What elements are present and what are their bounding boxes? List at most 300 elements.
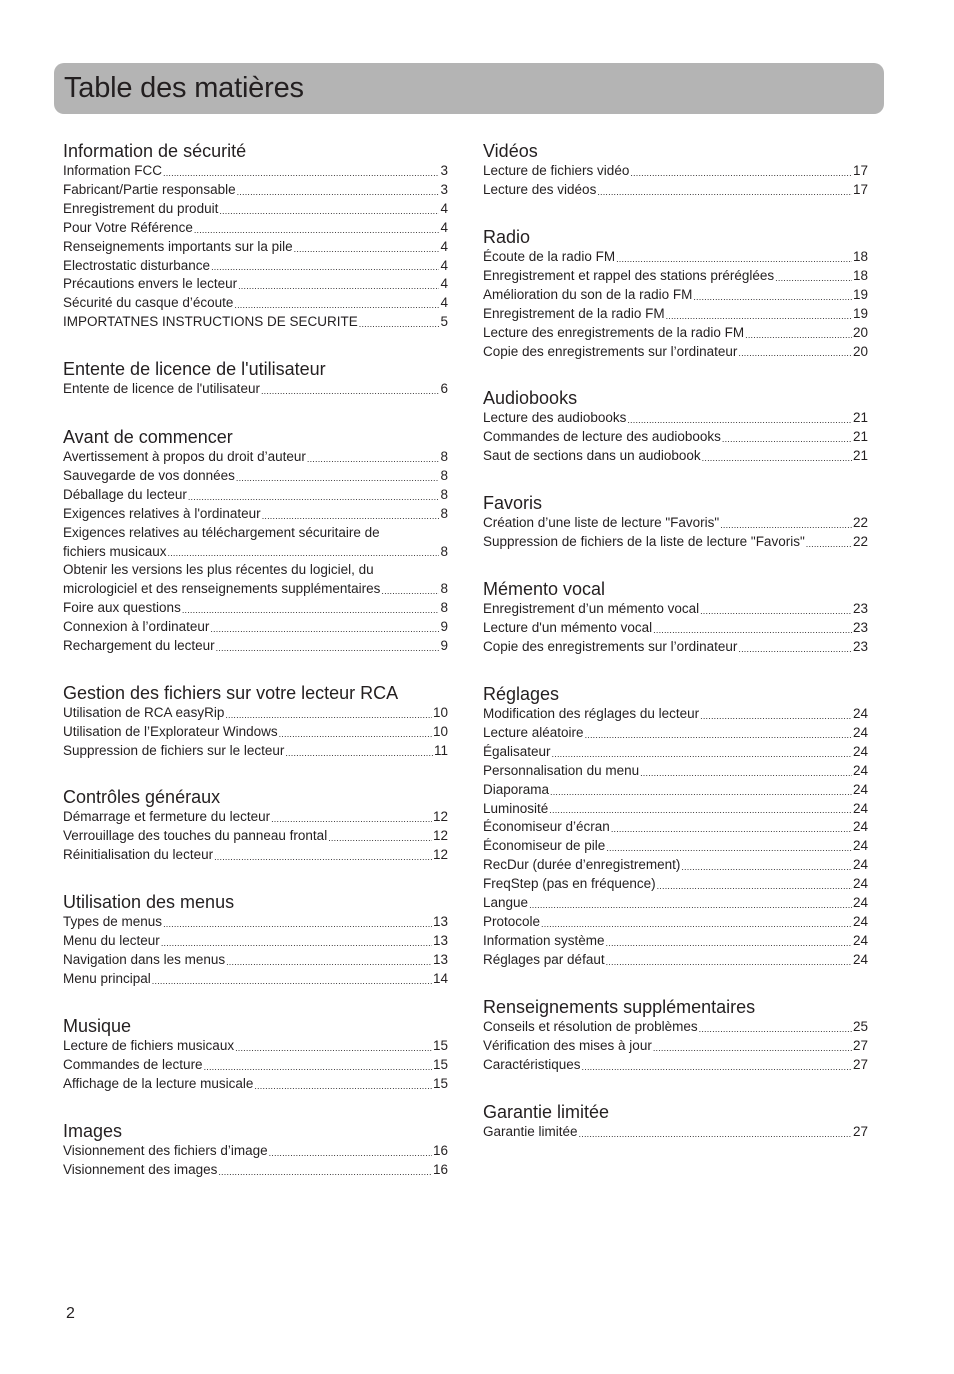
dot-leader (552, 747, 852, 762)
toc-entry[interactable] (483, 514, 868, 533)
toc-entry[interactable] (63, 618, 448, 637)
entry-page-number: 5 (440, 314, 448, 330)
entry-label: fichiers musicaux (63, 543, 167, 559)
entry-label: Économiseur d’écran (483, 819, 610, 835)
dot-leader (606, 936, 852, 951)
toc-section (63, 1015, 448, 1094)
toc-entry[interactable] (63, 742, 448, 761)
section-title: Vidéos (483, 141, 538, 161)
entry-label: Lecture des audiobooks (483, 410, 627, 425)
entry-label: Connexion à l’ordinateur (63, 619, 210, 635)
dot-leader (597, 185, 852, 200)
entry-label: Electrostatic disturbance (63, 257, 211, 273)
dot-leader (161, 936, 432, 951)
entry-page-number: 10 (432, 723, 448, 739)
dot-leader (585, 728, 852, 743)
entry-page-number: 17 (852, 181, 868, 197)
dot-leader (271, 812, 432, 827)
section-title: Avant de commencer (63, 427, 233, 447)
toc-entry[interactable] (63, 561, 448, 599)
toc-entry[interactable] (63, 846, 448, 865)
entry-label: Économiseur de pile (483, 838, 606, 854)
section-title: Information de sécurité (63, 141, 247, 161)
toc-entry[interactable] (63, 380, 448, 399)
dot-leader (722, 432, 852, 447)
entry-page-number: 24 (852, 913, 868, 929)
toc-entry[interactable] (483, 932, 868, 951)
toc-entry[interactable] (63, 162, 448, 181)
toc-entry[interactable] (483, 409, 868, 428)
dot-leader (359, 317, 440, 332)
entry-label: Langue (483, 895, 529, 911)
entry-page-number: 23 (852, 638, 868, 654)
entry-page-number: 16 (432, 1143, 448, 1158)
entry-label: Lecture de fichiers vidéo (483, 163, 630, 178)
entry-page-number: 23 (852, 619, 868, 635)
section-title: Garantie limitée (483, 1102, 610, 1122)
dot-leader (204, 1060, 432, 1075)
entry-label: Menu du lecteur (63, 932, 160, 948)
toc-section (483, 1101, 868, 1142)
entry-page-number: 10 (432, 705, 448, 720)
entry-label: Exigences relatives à l'ordinateur (63, 505, 261, 521)
toc-entry[interactable] (63, 200, 448, 219)
entry-page-number: 8 (440, 600, 448, 616)
dot-leader (262, 509, 440, 524)
toc-entry[interactable] (63, 704, 448, 723)
toc-entry[interactable] (63, 505, 448, 524)
toc-entry[interactable] (63, 913, 448, 932)
dot-leader (541, 917, 852, 932)
entry-label: Commandes de lecture (63, 1056, 203, 1072)
entry-label: Égalisateur (483, 743, 551, 759)
entry-page-number: 20 (852, 343, 868, 359)
entry-page-number: 24 (852, 857, 868, 873)
entry-label: Écoute de la radio FM (483, 249, 616, 264)
toc-entry[interactable] (483, 837, 868, 856)
toc-entry[interactable] (483, 533, 868, 552)
entry-label: Fabricant/Partie responsable (63, 181, 236, 197)
entry-page-number: 15 (432, 1038, 448, 1053)
entry-page-number: 21 (852, 410, 868, 425)
dot-leader (582, 1060, 852, 1075)
dot-leader (627, 413, 852, 428)
toc-section (483, 140, 868, 200)
toc-entry[interactable] (483, 913, 868, 932)
entry-page-number: 20 (852, 324, 868, 340)
dot-leader (549, 803, 852, 818)
entry-page-number: 12 (432, 827, 448, 843)
dot-leader (269, 1146, 432, 1161)
section-title: Audiobooks (483, 388, 578, 408)
entry-page-number: 24 (852, 951, 868, 967)
dot-leader (606, 955, 852, 970)
toc-entry[interactable] (483, 324, 868, 343)
entry-page-number: 19 (852, 305, 868, 321)
entry-page-number: 27 (852, 1124, 868, 1139)
entry-label: Protocole (483, 913, 541, 929)
dot-leader (254, 1079, 432, 1094)
entry-page-number: 24 (852, 706, 868, 721)
entry-label: Renseignements importants sur la pile (63, 238, 293, 254)
entry-label: Vérification des mises à jour (483, 1037, 652, 1053)
toc-section (63, 1120, 448, 1180)
entry-line2 (63, 543, 448, 562)
toc-entry[interactable] (483, 1037, 868, 1056)
entry-line2 (63, 580, 448, 599)
toc-entry[interactable] (63, 827, 448, 846)
toc-entry[interactable] (63, 467, 448, 486)
section-title: Musique (63, 1016, 132, 1036)
toc-entry[interactable] (63, 599, 448, 618)
entry-page-number: 24 (852, 876, 868, 892)
toc-section (63, 786, 448, 865)
entry-page-number: 22 (852, 533, 868, 549)
entry-label: Conseils et résolution de problèmes (483, 1019, 698, 1034)
dot-leader (529, 898, 852, 913)
dot-leader (285, 746, 433, 761)
toc-entry[interactable] (483, 724, 868, 743)
dot-leader (226, 955, 432, 970)
entry-page-number: 8 (440, 543, 448, 559)
entry-page-number: 24 (852, 781, 868, 797)
dot-leader (294, 242, 440, 257)
toc-entry[interactable] (483, 705, 868, 724)
dot-leader (700, 604, 852, 619)
dot-leader (307, 452, 440, 467)
entry-page-number: 21 (852, 428, 868, 444)
toc-entry[interactable] (63, 808, 448, 827)
entry-page-number: 17 (852, 163, 868, 178)
entry-label: Enregistrement d’un mémento vocal (483, 601, 700, 616)
toc-entry[interactable] (483, 343, 868, 362)
entry-label: Menu principal (63, 970, 151, 986)
entry-page-number: 4 (440, 257, 448, 273)
dot-leader (653, 1041, 852, 1056)
entry-label: Personnalisation du menu (483, 762, 640, 778)
toc-entry[interactable] (483, 818, 868, 837)
toc-entry[interactable] (63, 1075, 448, 1094)
entry-page-number: 24 (852, 895, 868, 911)
entry-label: Suppression de fichiers de la liste de lecture "Favoris" (483, 533, 805, 549)
toc-section (63, 140, 448, 332)
entry-label: Enregistrement du produit (63, 200, 219, 216)
entry-label: Précautions envers le lecteur (63, 276, 238, 292)
toc-entry[interactable] (63, 951, 448, 970)
section-title: Radio (483, 227, 531, 247)
toc-entry[interactable] (63, 970, 448, 989)
entry-page-number: 21 (852, 447, 868, 463)
entry-page-number: 11 (433, 742, 448, 758)
section-title: Favoris (483, 493, 543, 513)
entry-label: Création d’une liste de lecture "Favoris" (483, 515, 720, 530)
toc-entry[interactable] (483, 286, 868, 305)
entry-page-number: 18 (852, 267, 868, 283)
dot-leader (194, 223, 440, 238)
dot-leader (606, 841, 852, 856)
dot-leader (806, 537, 852, 552)
toc-entry[interactable] (483, 447, 868, 466)
toc-entry[interactable] (483, 894, 868, 913)
title-banner (54, 63, 884, 114)
dot-leader (214, 850, 432, 865)
entry-label: Navigation dans les menus (63, 951, 226, 967)
dot-leader (235, 1041, 432, 1056)
dot-leader (738, 642, 852, 657)
entry-label: Copie des enregistrements sur l’ordinateur (483, 638, 738, 654)
entry-page-number: 3 (440, 181, 448, 197)
dot-leader (640, 766, 852, 781)
toc-entry[interactable] (483, 428, 868, 447)
section-title: Entente de licence de l'utilisateur (63, 359, 326, 379)
entry-page-number: 15 (432, 1056, 448, 1072)
toc-entry[interactable] (483, 743, 868, 762)
entry-page-number: 9 (440, 638, 448, 654)
toc-entry[interactable] (63, 219, 448, 238)
entry-label: Saut de sections dans un audiobook (483, 447, 701, 463)
toc-section (483, 578, 868, 657)
toc-entry[interactable] (483, 600, 868, 619)
entry-label: Démarrage et fermeture du lecteur (63, 809, 271, 824)
dot-leader (168, 546, 440, 561)
entry-page-number: 3 (440, 163, 448, 178)
entry-page-number: 24 (852, 762, 868, 778)
entry-label: Suppression de fichiers sur le lecteur (63, 742, 285, 758)
dot-leader (693, 290, 852, 305)
dot-leader (653, 623, 852, 638)
dot-leader (328, 831, 432, 846)
entry-page-number: 4 (440, 219, 448, 235)
entry-page-number: 8 (440, 505, 448, 521)
entry-label: Information système (483, 932, 605, 948)
entry-page-number: 24 (852, 932, 868, 948)
dot-leader (279, 727, 432, 742)
entry-label: Lecture de fichiers musicaux (63, 1038, 235, 1053)
toc-entry[interactable] (483, 951, 868, 970)
toc-entry[interactable] (483, 248, 868, 267)
section-title: Gestion des fichiers sur votre lecteur RCA (63, 683, 399, 703)
entry-label: Copie des enregistrements sur l’ordinateur (483, 343, 738, 359)
toc-section (483, 683, 868, 970)
toc-entry[interactable] (483, 781, 868, 800)
entry-page-number: 14 (432, 970, 448, 986)
entry-label: Sauvegarde de vos données (63, 467, 235, 483)
toc-entry[interactable] (483, 162, 868, 181)
dot-leader (182, 603, 440, 618)
dot-leader (700, 709, 852, 724)
toc-entry[interactable] (63, 932, 448, 951)
dot-leader (261, 384, 440, 399)
dot-leader (216, 641, 440, 656)
toc-entry[interactable] (63, 1037, 448, 1056)
entry-label: Amélioration du son de la radio FM (483, 286, 693, 302)
entry-label: Caractéristiques (483, 1056, 581, 1072)
entry-page-number: 24 (852, 800, 868, 816)
toc-entry[interactable] (63, 1056, 448, 1075)
entry-label: Lecture des enregistrements de la radio FM (483, 324, 745, 340)
toc-section (483, 387, 868, 466)
entry-page-number: 4 (440, 200, 448, 216)
toc-section (63, 891, 448, 989)
entry-label: Enregistrement et rappel des stations préréglées (483, 267, 775, 283)
dot-leader (381, 584, 439, 599)
dot-leader (188, 490, 440, 505)
entry-label: Luminosité (483, 800, 549, 816)
dot-leader (630, 166, 852, 181)
entry-page-number: 12 (432, 846, 448, 862)
toc-entry[interactable] (483, 800, 868, 819)
dot-leader (237, 185, 440, 200)
dot-leader (550, 785, 852, 800)
dot-leader (702, 451, 852, 466)
entry-label: IMPORTATNES INSTRUCTIONS DE SECURITE (63, 314, 358, 330)
toc-section (483, 492, 868, 552)
section-title: Utilisation des menus (63, 892, 235, 912)
entry-page-number: 8 (440, 467, 448, 483)
section-title: Renseignements supplémentaires (483, 997, 756, 1017)
entry-label: Commandes de lecture des audiobooks (483, 428, 721, 444)
section-title: Images (63, 1121, 123, 1141)
page-number: 2 (66, 1305, 75, 1322)
toc-entry[interactable] (63, 257, 448, 276)
toc-entry[interactable] (63, 1161, 448, 1180)
dot-leader (681, 860, 852, 875)
entry-label: Utilisation de RCA easyRip (63, 705, 225, 720)
entry-page-number: 25 (852, 1019, 868, 1034)
entry-label: Sécurité du casque d’écoute (63, 295, 234, 311)
entry-label-line1: Exigences relatives au téléchargement sécuritaire de (63, 524, 380, 540)
toc-entry[interactable] (63, 294, 448, 313)
entry-label: Visionnement des images (63, 1161, 218, 1177)
entry-page-number: 24 (852, 724, 868, 740)
entry-label: micrologiciel et des renseignements supplémentaires (63, 581, 381, 597)
entry-label: Diaporama (483, 781, 550, 797)
toc-entry[interactable] (483, 1018, 868, 1037)
entry-label: Réglages par défaut (483, 951, 605, 967)
entry-label: Déballage du lecteur (63, 486, 187, 502)
entry-label: Garantie limitée (483, 1124, 578, 1139)
entry-label: Enregistrement de la radio FM (483, 305, 665, 321)
dot-leader (218, 1165, 432, 1180)
dot-leader (234, 298, 439, 313)
entry-page-number: 9 (440, 619, 448, 635)
entry-page-number: 12 (432, 809, 448, 824)
toc-entry[interactable] (483, 267, 868, 286)
dot-leader (611, 822, 852, 837)
entry-label: Lecture des vidéos (483, 181, 597, 197)
toc-entry[interactable] (63, 275, 448, 294)
entry-page-number: 24 (852, 838, 868, 854)
entry-page-number: 13 (432, 951, 448, 967)
dot-leader (225, 708, 432, 723)
toc-entry[interactable] (483, 619, 868, 638)
toc-entry[interactable] (483, 856, 868, 875)
entry-label: Affichage de la lecture musicale (63, 1075, 254, 1091)
entry-label: Information FCC (63, 163, 163, 178)
toc-entry[interactable] (483, 875, 868, 894)
section-title: Réglages (483, 684, 560, 704)
toc-section (63, 358, 448, 399)
entry-label: Entente de licence de l'utilisateur (63, 381, 260, 396)
dot-leader (666, 309, 852, 324)
toc-entry[interactable] (483, 638, 868, 657)
toc-entry[interactable] (483, 305, 868, 324)
dot-leader (210, 622, 439, 637)
dot-leader (211, 260, 439, 275)
dot-leader (720, 518, 852, 533)
entry-label: Foire aux questions (63, 600, 181, 616)
entry-page-number: 13 (432, 932, 448, 948)
entry-label: Verrouillage des touches du panneau frontal (63, 827, 328, 843)
dot-leader (163, 166, 439, 181)
entry-page-number: 24 (852, 743, 868, 759)
entry-label: Modification des réglages du lecteur (483, 706, 700, 721)
entry-label: Types de menus (63, 914, 163, 929)
toc-entry[interactable] (63, 181, 448, 200)
toc-section (63, 682, 448, 761)
toc-section (483, 226, 868, 361)
dot-leader (699, 1022, 852, 1037)
entry-page-number: 4 (440, 295, 448, 311)
toc-entry[interactable] (483, 1123, 868, 1142)
entry-label: Utilisation de l’Explorateur Windows (63, 723, 278, 739)
entry-page-number: 23 (852, 601, 868, 616)
entry-label: RecDur (durée d’enregistrement) (483, 857, 681, 873)
toc-section (483, 996, 868, 1075)
toc-entry[interactable] (483, 762, 868, 781)
toc-section (63, 426, 448, 656)
toc-entry[interactable] (63, 486, 448, 505)
dot-leader (775, 271, 852, 286)
entry-label: Pour Votre Référence (63, 219, 193, 235)
entry-page-number: 24 (852, 819, 868, 835)
toc-entry[interactable] (63, 448, 448, 467)
entry-page-number: 8 (440, 581, 448, 597)
entry-label: Lecture d'un mémento vocal (483, 619, 653, 635)
entry-page-number: 13 (432, 914, 448, 929)
dot-leader (238, 279, 439, 294)
dot-leader (616, 252, 852, 267)
dot-leader (738, 346, 852, 361)
toc-entry[interactable] (63, 723, 448, 742)
entry-label: Avertissement à propos du droit d’auteur (63, 449, 306, 464)
entry-label: Réinitialisation du lecteur (63, 846, 214, 862)
toc-entry[interactable] (63, 1142, 448, 1161)
toc-entry[interactable] (483, 181, 868, 200)
section-title: Mémento vocal (483, 579, 606, 599)
entry-page-number: 15 (432, 1075, 448, 1091)
toc-entry[interactable] (63, 524, 448, 562)
entry-label: Lecture aléatoire (483, 724, 584, 740)
entry-label: Rechargement du lecteur (63, 638, 215, 654)
section-title: Contrôles généraux (63, 787, 221, 807)
entry-page-number: 19 (852, 286, 868, 302)
toc-entry[interactable] (63, 313, 448, 332)
entry-label: Visionnement des fichiers d’image (63, 1143, 268, 1158)
toc-entry[interactable] (63, 637, 448, 656)
dot-leader (579, 1127, 852, 1142)
entry-page-number: 4 (440, 276, 448, 292)
entry-page-number: 22 (852, 515, 868, 530)
entry-page-number: 18 (852, 249, 868, 264)
toc-entry[interactable] (63, 238, 448, 257)
dot-leader (236, 471, 440, 486)
page-title: Table des matières (64, 72, 304, 104)
dot-leader (657, 879, 852, 894)
toc-entry[interactable] (483, 1056, 868, 1075)
entry-page-number: 27 (852, 1037, 868, 1053)
dot-leader (163, 917, 432, 932)
